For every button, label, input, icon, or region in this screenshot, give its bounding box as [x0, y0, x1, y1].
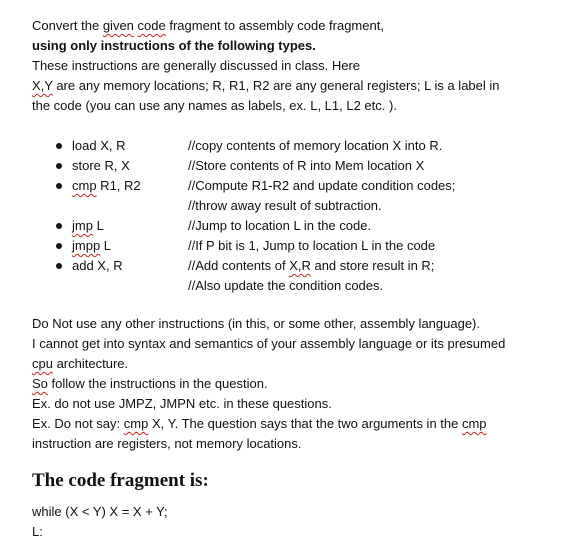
- spellcheck-word: jmp: [72, 218, 93, 233]
- spellcheck-word: given: [102, 18, 134, 33]
- spellcheck-word: cpu: [32, 356, 53, 371]
- note-line-7: instruction are registers, not memory locations.: [32, 436, 302, 451]
- intro-text: are any memory locations; R, R1, R2 are any general registers; L is a label in: [52, 78, 500, 93]
- intro-line-4: [32, 76, 500, 96]
- note-line-2: I cannot get into syntax and semantics of your assembly language or its presumed: [32, 336, 506, 351]
- comment-jmp: //Jump to location L in the code.: [188, 218, 372, 233]
- instruction-cmp: [72, 176, 141, 196]
- comment-load: //copy contents of memory location X into R.: [188, 138, 443, 153]
- intro-line-1: [32, 16, 384, 36]
- instruction-text: R1, R2: [96, 178, 141, 193]
- bullet-icon: [56, 263, 62, 269]
- code-fragment-heading: The code fragment is:: [32, 470, 209, 491]
- comment-text: //Add contents of: [188, 258, 290, 273]
- instruction-jmpp: [72, 236, 111, 256]
- bullet-icon: [56, 243, 62, 249]
- instruction-text: L: [100, 238, 112, 253]
- note-text: architecture.: [52, 356, 129, 371]
- spellcheck-word: X,Y: [32, 78, 53, 93]
- instruction-store: [72, 156, 130, 176]
- bullet-icon: [56, 183, 62, 189]
- instruction-text: load X, R: [72, 138, 126, 153]
- comment-jmpp: //If P bit is 1, Jump to location L in the code: [188, 238, 436, 253]
- spellcheck-word: X,R: [289, 258, 311, 273]
- code-line-1: while (X < Y) X = X + Y;: [32, 504, 168, 519]
- note-text: follow the instructions in the question.: [47, 376, 268, 391]
- comment-add-continued: //Also update the condition codes.: [188, 278, 384, 293]
- spellcheck-word: code: [137, 18, 166, 33]
- code-line-2: L:: [32, 524, 43, 539]
- spellcheck-word: cmp: [461, 416, 487, 431]
- spellcheck-word: jmpp: [72, 238, 101, 253]
- note-line-1: Do Not use any other instructions (in this, or some other, assembly language).: [32, 316, 480, 331]
- note-text: Ex. Do not say:: [32, 416, 124, 431]
- note-line-3: [32, 354, 128, 374]
- comment-add: [188, 256, 434, 276]
- bullet-icon: [56, 223, 62, 229]
- spellcheck-word: cmp: [123, 416, 149, 431]
- comment-cmp: //Compute R1-R2 and update condition codes;: [188, 178, 456, 193]
- instruction-text: L: [92, 218, 104, 233]
- instruction-add: [72, 256, 123, 276]
- comment-store: //Store contents of R into Mem location X: [188, 158, 425, 173]
- instruction-load: [72, 136, 125, 156]
- intro-text: Convert the: [32, 18, 103, 33]
- spellcheck-word: So: [32, 376, 48, 391]
- note-line-5: Ex. do not use JMPZ, JMPN etc. in these questions.: [32, 396, 332, 411]
- spellcheck-word: cmp: [72, 178, 97, 193]
- instruction-jmp: [72, 216, 104, 236]
- bullet-icon: [56, 143, 62, 149]
- note-text: X, Y. The question says that the two arguments in the: [148, 416, 462, 431]
- bullet-icon: [56, 163, 62, 169]
- note-line-6: [32, 414, 487, 434]
- intro-line-3: These instructions are generally discussed in class. Here: [32, 58, 361, 73]
- comment-text: and store result in R;: [310, 258, 435, 273]
- intro-line-2: using only instructions of the following types.: [32, 38, 316, 53]
- instruction-text: store R, X: [72, 158, 130, 173]
- instruction-text: add X, R: [72, 258, 123, 273]
- comment-cmp-continued: //throw away result of subtraction.: [188, 198, 382, 213]
- intro-text: fragment to assembly code fragment,: [165, 18, 384, 33]
- intro-line-5: the code (you can use any names as labels, ex. L, L1, L2 etc. ).: [32, 98, 397, 113]
- note-line-4: [32, 374, 268, 394]
